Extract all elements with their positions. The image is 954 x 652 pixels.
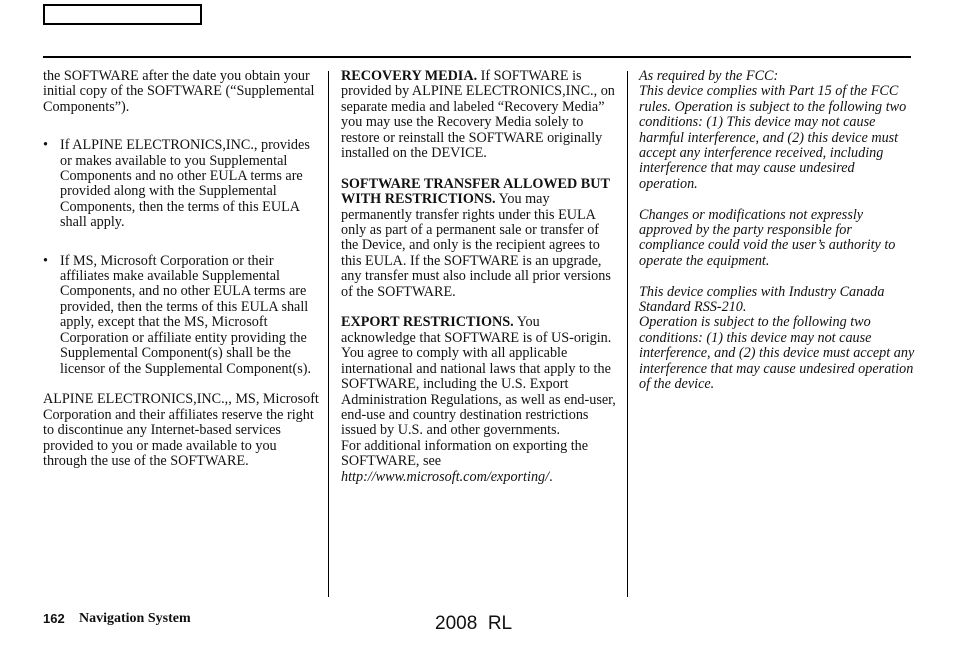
bullet-symbol: • (43, 252, 48, 269)
page-number: 162 (43, 611, 65, 626)
header-tab-box (43, 4, 202, 25)
section-heading: EXPORT RESTRICTIONS. (341, 314, 514, 331)
section-heading: RECOVERY MEDIA. (341, 68, 478, 84)
export-link[interactable]: http://www.microsoft.com/exporting/ (341, 468, 550, 485)
canada-statement: This device complies with Industry Canada Standard RSS-210. (639, 283, 885, 316)
fcc-statement: This device complies with Part 15 of the FCC rules. Operation is subject to the following two conditions: (1) This device may not cause harmful interference, and (2) this device must accept any interference received, including interference that may cause undesired operation. (639, 83, 907, 192)
bullet-symbol: • (43, 137, 48, 154)
export-info-paragraph: For additional information on exporting the SOFTWARE, see http://www.microsoft.com/exporting/. (341, 437, 589, 485)
canada-conditions: Operation is subject to the following two conditions: (1) this device may not cause interference, and (2) this device must accept any interference that may cause undesired operation of the device. (639, 314, 915, 393)
column-left (43, 69, 319, 469)
column-right (639, 69, 915, 393)
footer-model-label: 2008 RL (435, 613, 513, 634)
bullet-item-ms (43, 254, 319, 377)
section-heading: SOFTWARE TRANSFER ALLOWED BUT WITH RESTRICTIONS. (341, 175, 610, 208)
recovery-media-paragraph: RECOVERY MEDIA. If SOFTWARE is provided by ALPINE ELECTRONICS,INC., on separate media and labeled “Recovery Media” you may use the Recovery Media solely to restore or reinstall the SOFTWARE originally installed on the DEVICE. (341, 68, 615, 162)
changes-statement: Changes or modifications not expressly approved by the party responsible for compliance could void the user’s authority to operate the equipment. (639, 206, 896, 269)
export-paragraph: EXPORT RESTRICTIONS. You acknowledge that SOFTWARE is of US-origin. You agree to comply with all applicable international and national laws that apply to the SOFTWARE, including the U.S. Export Administration Regulations, as well as end-user, end-use and country destination restrictions issued by U.S. and other governments. (341, 314, 616, 439)
column-divider (328, 71, 329, 597)
column-divider (627, 71, 628, 597)
fcc-intro: As required by the FCC: (639, 68, 779, 84)
bullet-item-alpine (43, 138, 319, 230)
header-rule (43, 56, 911, 58)
continued-paragraph: the SOFTWARE after the date you obtain your initial copy of the SOFTWARE (“Supplemental Components”). (43, 68, 315, 115)
bullet-text: If MS, Microsoft Corporation or their affiliates make available Supplemental Components, and no other EULA terms are provided, then the terms of this EULA shall apply, except that the MS, Microsoft Corporation or affiliate entity providing the Supplemental Component(s) shall be the licensor of the Supplemental Component(s). (60, 252, 311, 377)
footer-section-title: Navigation System (79, 611, 191, 626)
transfer-paragraph: SOFTWARE TRANSFER ALLOWED BUT WITH RESTRICTIONS. You may permanently transfer rights under this EULA only as part of a permanent sale or transfer of the Device, and only is the recipient agrees to this EULA. If the SOFTWARE is an upgrade, any transfer must also include all prior versions of the SOFTWARE. (341, 175, 611, 300)
column-middle (341, 69, 617, 485)
discontinue-paragraph: ALPINE ELECTRONICS,INC.,, MS, Microsoft Corporation and their affiliates reserve the right to discontinue any Internet-based services provided to you or made available to you through the use of the SOFTWARE. (43, 391, 319, 469)
bullet-text: If ALPINE ELECTRONICS,INC., provides or makes available to you Supplemental Components and no other EULA terms are provided along with the Supplemental Components, then the terms of this EULA shall apply. (60, 137, 310, 231)
